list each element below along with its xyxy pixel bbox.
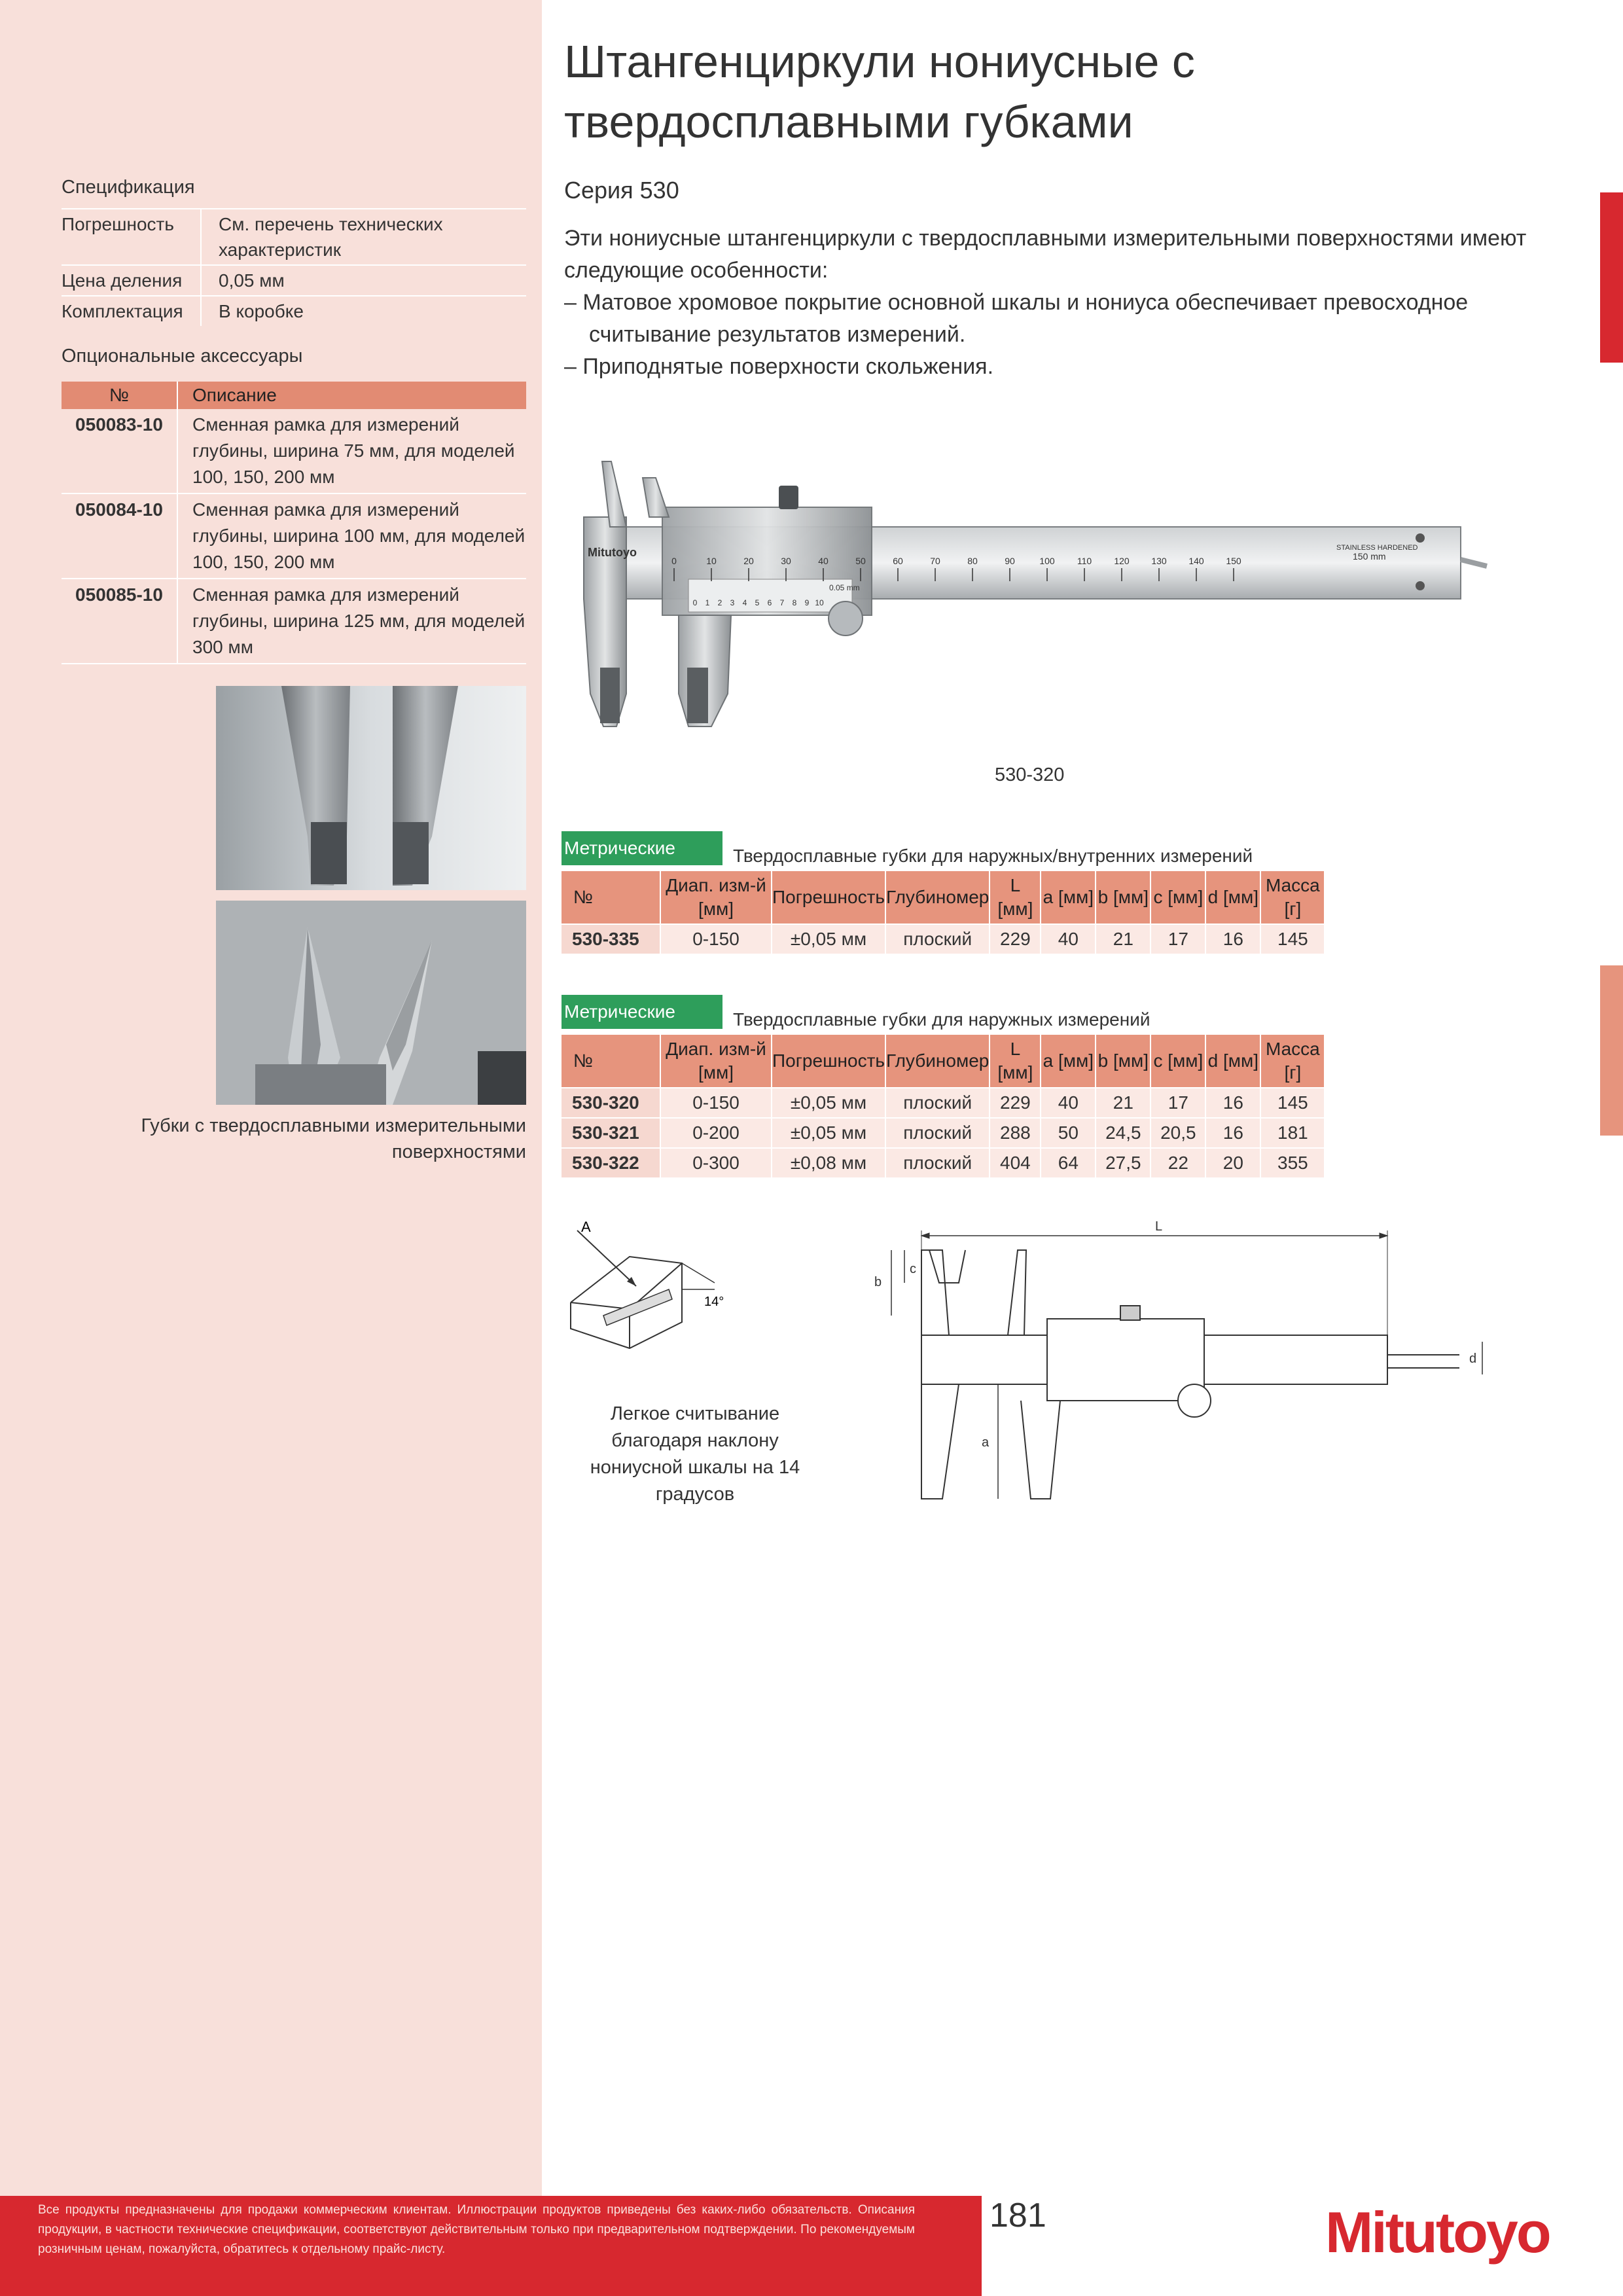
accessories-head-desc: Описание [177,382,526,409]
table-cell: 0-300 [660,1148,772,1177]
series-label: Серия 530 [564,177,679,204]
dim-c: c [910,1262,916,1276]
spec-value: В коробке [201,296,526,326]
table-header-cell: b [мм] [1096,871,1150,924]
accessories-table [62,382,526,664]
table-cell: плоский [885,1088,990,1118]
table-cell: 17 [1150,924,1205,954]
table-header-cell: a [мм] [1041,871,1096,924]
table-header-cell: c [мм] [1150,1035,1205,1088]
table-cell: ±0,05 мм [772,924,885,954]
table-cell: плоский [885,924,990,954]
table-header-cell: Погрешность [772,1035,885,1088]
table-cell: 20 [1205,1148,1260,1177]
table-cell: 145 [1260,1088,1324,1118]
scale-label: 110 [1077,556,1092,566]
scale-label: 20 [743,556,754,566]
table-header-cell: № [562,871,660,924]
vernier-label: 10 [815,598,824,607]
scale-label: 30 [781,556,791,566]
table-cell: 64 [1041,1148,1096,1177]
table-cell: 355 [1260,1148,1324,1177]
caliper-photo [564,419,1493,772]
spec-data-table [562,871,1324,954]
table-header-cell: b [мм] [1096,1035,1150,1088]
accessories-title: Опциональные аксессуары [62,346,303,367]
model-number: 530-322 [562,1148,660,1177]
table-header-cell: d [мм] [1205,871,1260,924]
table-header-cell: Масса [г] [1260,871,1324,924]
spec-title: Спецификация [62,177,195,198]
vernier-label: 4 [742,598,747,607]
table-cell: 21 [1096,1088,1150,1118]
table-cell: 16 [1205,1118,1260,1148]
table-cell: 229 [990,924,1041,954]
scale-label: 50 [855,556,866,566]
section-tab [1600,965,1623,1136]
accessory-description: Сменная рамка для измерений глубины, ширина 100 мм, для моделей 100, 150, 200 мм [177,493,526,579]
caliper-brand: Mitutoyo [588,546,637,559]
dim-d: d [1469,1352,1477,1366]
table-header-cell: Погрешность [772,871,885,924]
metric-tag: Метрические [562,995,722,1029]
vernier-label: 1 [705,598,710,607]
table-row [562,1088,1324,1118]
table-header-cell: Глубиномер [885,871,990,924]
table-cell: 24,5 [1096,1118,1150,1148]
table-header-cell: Диап. изм-й [мм] [660,871,772,924]
scale-label: 100 [1039,556,1055,566]
spec-data-table [562,1035,1324,1177]
accessory-description: Сменная рамка для измерений глубины, ширина 125 мм, для моделей 300 мм [177,579,526,664]
jaw-caption: Губки с твердосплавными измерительными поверхностями [141,1115,526,1162]
scale-label: 90 [1005,556,1015,566]
model-number: 530-320 [562,1088,660,1118]
vernier-label: 0 [692,598,698,607]
table-cell: 16 [1205,924,1260,954]
photo-caption: 530-320 [995,764,1065,785]
vernier-unit: 0.05 mm [829,583,860,592]
intro-bullet: – Приподнятые поверхности скольжения. [564,354,994,379]
section-tab-active [1600,192,1623,363]
accessory-row [62,493,526,579]
table-cell: 22 [1150,1148,1205,1177]
table-header-cell: a [мм] [1041,1035,1096,1088]
accessory-description: Сменная рамка для измерений глубины, ширина 75 мм, для моделей 100, 150, 200 мм [177,409,526,493]
intro-lead: Эти нониусные штангенциркули с твердосплавными измерительными поверхностями имеют следующие особенности: [564,226,1527,283]
accessory-row [62,579,526,664]
table-cell: ±0,05 мм [772,1118,885,1148]
table-header-cell: L [мм] [990,871,1041,924]
spec-value: См. перечень технических характеристик [201,209,526,265]
dim-a: a [982,1435,990,1450]
dimension-diagram [851,1211,1492,1505]
table-header-cell: L [мм] [990,1035,1041,1088]
spec-key: Цена деления [62,265,201,296]
jaw-photo-bottom [216,901,526,1105]
table-header-cell: c [мм] [1150,871,1205,924]
scale-label: 70 [930,556,940,566]
scale-label: 130 [1151,556,1167,566]
angle-caption: Легкое считывание благодаря наклону нониусной шкалы на 14 градусов [590,1403,800,1505]
table-cell: плоский [885,1118,990,1148]
vernier-label: 8 [792,598,797,607]
mitutoyo-logo: Mitutoyo [1325,2200,1550,2265]
vernier-label: 6 [767,598,772,607]
intro-bullet: – Матовое хромовое покрытие основной шкалы и нониуса обеспечивает превосходное считывание результатов измерений. [564,290,1469,347]
dim-L: L [1155,1219,1163,1234]
table-cell: 404 [990,1148,1041,1177]
vernier-label: 7 [779,598,785,607]
vernier-label: 9 [804,598,810,607]
table-cell: 20,5 [1150,1118,1205,1148]
spec-key: Комплектация [62,296,201,326]
spec-row [62,209,526,265]
accessory-number: 050084-10 [62,493,177,579]
table-row [562,1148,1324,1177]
spec-row [62,296,526,326]
spec-value: 0,05 мм [201,265,526,296]
table-cell: ±0,08 мм [772,1148,885,1177]
accessory-number: 050083-10 [62,409,177,493]
page-title: Штангенциркули нониусные с твердосплавными губками [564,36,1195,147]
scale-label: 0 [671,556,677,566]
table-header-cell: d [мм] [1205,1035,1260,1088]
table-caption: Твердосплавные губки для наружных/внутренних измерений [733,846,1253,866]
spec-row [62,265,526,296]
steel-label: STAINLESS HARDENED [1336,544,1418,552]
spec-table [62,208,526,326]
footer-disclaimer: Все продукты предназначены для продажи коммерческим клиентам. Иллюстрации продуктов приведены без каких-либо обязательств. Описания продукции, в частности технические спецификации, соответствуют действительным только при предварительном подтверждении. По рекомендуемым розничным ценам, пожалуйста, обратитесь к отдельному прайс-листу. [38,2203,915,2256]
accessories-head-num: № [62,382,177,409]
table-header-cell: № [562,1035,660,1088]
model-number: 530-321 [562,1118,660,1148]
metric-tag: Метрические [562,831,722,865]
table-header-cell: Диап. изм-й [мм] [660,1035,772,1088]
vernier-label: 3 [730,598,735,607]
scale-label: 120 [1114,556,1130,566]
scale-label: 40 [818,556,829,566]
dim-b: b [874,1275,882,1289]
table-cell: 17 [1150,1088,1205,1118]
table-cell: 145 [1260,924,1324,954]
table-cell: 0-200 [660,1118,772,1148]
table-cell: 16 [1205,1088,1260,1118]
table-row [562,1118,1324,1148]
model-number: 530-335 [562,924,660,954]
angle-value: 14° [704,1295,724,1309]
spec-key: Погрешность [62,209,201,265]
table-cell: 0-150 [660,1088,772,1118]
table-header-cell: Масса [г] [1260,1035,1324,1088]
table-cell: ±0,05 мм [772,1088,885,1118]
scale-end-label: 150 mm [1353,551,1386,562]
table-cell: 288 [990,1118,1041,1148]
jaw-photo-top [216,686,526,890]
table-cell: 21 [1096,924,1150,954]
table-cell: 40 [1041,1088,1096,1118]
scale-label: 60 [893,556,903,566]
table-cell: 181 [1260,1118,1324,1148]
scale-label: 150 [1226,556,1241,566]
table-row [562,924,1324,954]
scale-label: 140 [1188,556,1204,566]
table-cell: 0-150 [660,924,772,954]
table-header-cell: Глубиномер [885,1035,990,1088]
angle-diagram [564,1217,839,1368]
intro-text [564,223,1546,383]
scale-label: 10 [706,556,717,566]
accessory-row [62,409,526,493]
table-cell: 27,5 [1096,1148,1150,1177]
vernier-label: 5 [755,598,760,607]
accessory-number: 050085-10 [62,579,177,664]
scale-label: 80 [967,556,978,566]
page-number: 181 [990,2197,1046,2234]
table-cell: 40 [1041,924,1096,954]
table-cell: 229 [990,1088,1041,1118]
table-cell: плоский [885,1148,990,1177]
angle-label-a: A [581,1219,591,1235]
vernier-label: 2 [717,598,722,607]
table-caption: Твердосплавные губки для наружных измерений [733,1009,1150,1030]
table-cell: 50 [1041,1118,1096,1148]
